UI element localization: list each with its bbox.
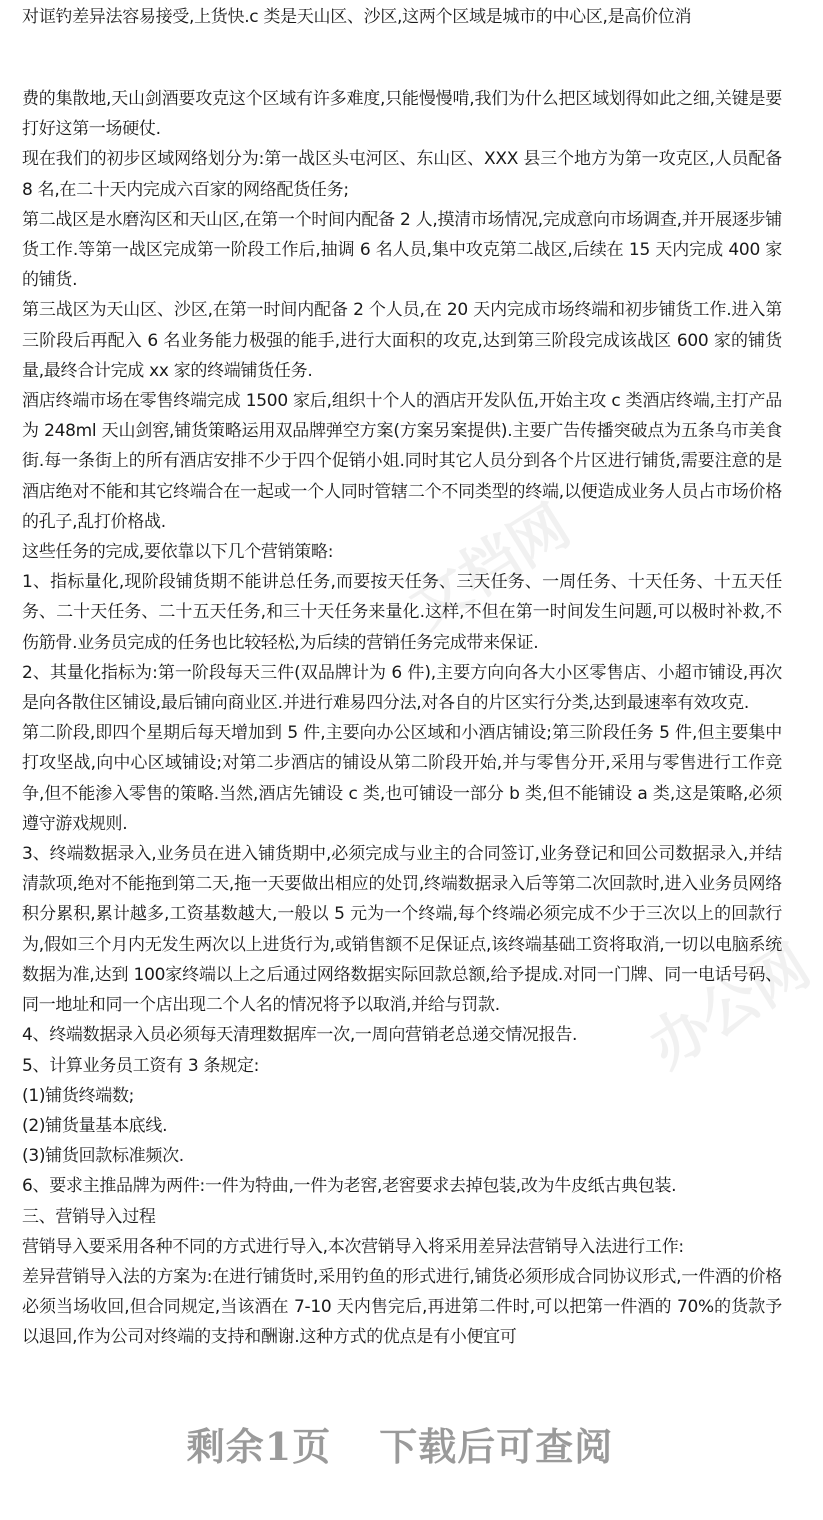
paragraph: 对诓钓差异法容易接受,上货快.c 类是天山区、沙区,这两个区域是城市的中心区,是高价位消 [22,7,692,27]
section-heading: 三、营销导入过程 [22,1206,156,1227]
list-item: 5、计算业务员工资有 3 条规定: [22,1055,260,1076]
list-item: 4、终端数据录入员必须每天清理数据库一次,一周向营销老总递交情况报告. [22,1025,578,1046]
download-prompt-label: 下载后可查阅 [379,1424,614,1469]
paragraph: 现在我们的初步区域网络划分为:第一战区头屯河区、东山区、XXX 县三个地方为第一攻克区,人员配备 8 名,在二十天内完成六百家的网络配货任务; [22,149,782,200]
remaining-pages-banner[interactable] [0,1416,800,1471]
sub-list-item: (2)铺货量基本底线. [22,1115,168,1136]
remaining-pages-label: 剩余1页 [186,1424,332,1469]
list-item: 1、指标量化,现阶段铺货期不能讲总任务,而要按天任务、三天任务、一周任务、十天任务、十五天任务、二十天任务、二十五天任务,和三十天任务来量化.这样,不但在第一时间发生问题,可以极时补救,不伤筋骨.业务员完成的任务也比较轻松,为后续的营销任务完成带来保证. [22,572,782,653]
paragraph: 差异营销导入法的方案为:在进行铺货时,采用钓鱼的形式进行,铺货必须形成合同协议形式,一件酒的价格必须当场收回,但合同规定,当该酒在 7-10 天内售完后,再进第二件时,可以把第一件酒的 70%的货款予以退回,作为公司对终端的支持和酬谢.这种方式的优点是有小便宜可 [22,1266,782,1348]
watermark: 文档网 [397,491,582,642]
list-item: 2、其量化指标为:第一阶段每天三件(双品牌计为 6 件),主要方向向各大小区零售店、小超市铺设,再次是向各散住区铺设,最后铺向商业区.并进行难易四分法,对各自的片区实行分类,达到最速率有效攻克. [22,662,782,714]
sub-list-item: (1)铺货终端数; [22,1085,135,1106]
paragraph: 第二阶段,即四个星期后每天增加到 5 件,主要向办公区域和小酒店铺设;第三阶段任务 5 件,但主要集中打攻坚战,向中心区域铺设;对第二步酒店的铺设从第二阶段开始,并与零售分开,采用与零售进行工作竞争,但不能渗入零售的策略.当然,酒店先铺设 c 类,也可铺设一部分 b 类,但不能铺设 a 类,这是策略,必须遵守游戏规则. [22,723,782,834]
paragraph: 酒店终端市场在零售终端完成 1500 家后,组织十个人的酒店开发队伍,开始主攻 c 类酒店终端,主打产品为 248ml 天山剑窖,铺货策略运用双品牌弹空方案(方案另案提供).主要广告传播突破点为五条乌市美食街.每一条街上的所有酒店安排不少于四个促销小姐.同时其它人员分到各个片区进行铺货,需要注意的是酒店绝对不能和其它终端合在一起或一个人同时管辖二个不同类型的终端,以便造成业务人员占市场价格的孔子,乱打价格战. [22,391,782,532]
list-item: 6、要求主推品牌为两件:一件为特曲,一件为老窖,老窖要求去掉包装,改为牛皮纸古典包装. [22,1176,677,1197]
sub-list-item: (3)铺货回款标准频次. [22,1146,184,1167]
top-text-block [22,2,782,32]
paragraph: 这些任务的完成,要依靠以下几个营销策略: [22,542,334,563]
paragraph: 第二战区是水磨沟区和天山区,在第一个时间内配备 2 人,摸清市场情况,完成意向市场调查,并开展逐步铺货工作.等第一战区完成第一阶段工作后,抽调 6 名人员,集中攻克第二战区,后续在 15 天内完成 400 家的铺货. [22,209,782,291]
paragraph: 营销导入要采用各种不同的方式进行导入,本次营销导入将采用差异法营销导入法进行工作: [22,1236,684,1257]
paragraph: 第三战区为天山区、沙区,在第一时间内配备 2 个人员,在 20 天内完成市场终端和初步铺货工作.进入第三阶段后再配入 6 名业务能力极强的能手,进行大面积的攻克,达到第三阶段完成该战区 600 家的铺货量,最终合计完成 xx 家的终端铺货任务. [22,300,782,381]
paragraph: 费的集散地,天山剑酒要攻克这个区域有许多难度,只能慢慢啃,我们为什么把区域划得如此之细,关键是要打好这第一场硬仗. [22,89,782,140]
main-text-block [22,84,782,1353]
watermark: 办公网 [637,931,822,1082]
list-item: 3、终端数据录入,业务员在进入铺货期中,必须完成与业主的合同签订,业务登记和回公司数据录入,并结清款项,绝对不能拖到第二天,拖一天要做出相应的处罚,终端数据录入后等第二次回款时,进入业务员网络积分累积,累计越多,工资基数越大,一般以 5 元为一个终端,每个终端必须完成不少于三次以上的回款行为,假如三个月内无发生两次以上进货行为,或销售额不足保证点,该终端基础工资将取消,一切以电脑系统数据为准,达到 100家终端以上之后通过网络数据实际回款总额,给予提成.对同一门牌、同一电话号码、同一地址和同一个店出现二个人名的情况将予以取消,并给与罚款. [22,844,782,1016]
